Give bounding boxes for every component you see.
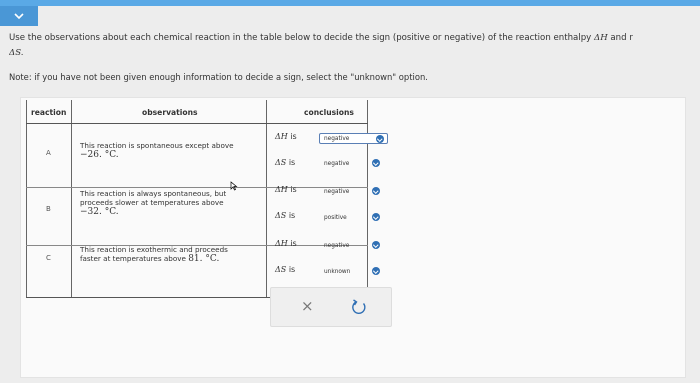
is-text: is — [288, 158, 296, 167]
delta-s-symbol: ΔS. — [9, 48, 24, 58]
dh-select-a[interactable] — [319, 133, 388, 144]
ds-select-c[interactable] — [320, 266, 383, 277]
reaction-letter: B — [46, 205, 51, 213]
observation-text — [80, 189, 226, 217]
table-row-line-1 — [26, 187, 368, 188]
ds-symbol: ΔS — [275, 158, 287, 167]
dh-select-b[interactable] — [320, 186, 383, 197]
is-text: is — [288, 265, 296, 274]
collapse-button[interactable] — [0, 6, 38, 26]
ds-label — [275, 211, 295, 220]
reaction-letter: C — [46, 254, 51, 262]
header-observations: observations — [142, 108, 198, 117]
mouse-cursor-icon — [230, 181, 238, 191]
is-text: is — [288, 211, 296, 220]
chevron-down-icon — [372, 241, 380, 249]
ds-select-a[interactable] — [320, 158, 383, 169]
dh-symbol: ΔH — [275, 239, 288, 248]
observation-line: This reaction is spontaneous except above — [80, 141, 234, 150]
dh-select-c[interactable] — [320, 240, 383, 251]
table-divider-1 — [71, 100, 72, 298]
select-value: negative — [324, 188, 350, 195]
table-header-line — [26, 123, 368, 124]
select-value: positive — [324, 214, 347, 221]
chevron-down-icon — [14, 13, 24, 20]
delta-h-symbol: ΔH — [593, 33, 608, 43]
observation-line: This reaction is exothermic and proceeds — [80, 245, 228, 254]
select-value: negative — [324, 135, 350, 142]
observation-text — [80, 245, 228, 264]
observation-line: faster at temperatures above — [80, 254, 189, 263]
temperature-value: −26. °C. — [80, 150, 119, 160]
chevron-down-icon — [372, 267, 380, 275]
ds-select-b[interactable] — [320, 212, 383, 223]
observation-line: proceeds slower at temperatures above — [80, 198, 224, 207]
header-reaction: reaction — [31, 108, 67, 117]
table-border-left — [26, 100, 27, 298]
ds-symbol: ΔS — [275, 265, 287, 274]
chevron-down-icon — [372, 213, 380, 221]
ds-label — [275, 158, 295, 167]
undo-icon[interactable] — [349, 297, 369, 317]
select-value: negative — [324, 242, 350, 249]
action-buttons — [270, 287, 392, 327]
select-value: unknown — [324, 268, 351, 275]
reaction-letter: A — [46, 149, 51, 157]
observation-line: This reaction is always spontaneous, but — [80, 189, 227, 198]
note-text: Note: if you have not been given enough information to decide a sign, select the "unknown" option. — [9, 72, 428, 82]
dh-label — [275, 185, 297, 194]
chevron-down-icon — [372, 187, 380, 195]
ds-symbol: ΔS — [275, 211, 287, 220]
chevron-down-icon — [376, 135, 384, 143]
instructions-text-cont: and r — [607, 33, 633, 43]
temperature-value: −32. °C. — [80, 207, 119, 217]
ds-label — [275, 265, 295, 274]
instructions-text: Use the observations about each chemical reaction in the table below to decide the sign (positive or negative) of the reaction enthalpy — [9, 33, 594, 43]
top-accent-bar — [0, 0, 700, 6]
is-text: is — [290, 185, 297, 194]
is-text: is — [290, 239, 297, 248]
observation-text — [80, 141, 234, 160]
chevron-down-icon — [372, 159, 380, 167]
select-value: negative — [324, 160, 350, 167]
clear-button[interactable]: × — [301, 297, 314, 315]
is-text: is — [290, 132, 297, 141]
instructions — [9, 31, 699, 61]
dh-label — [275, 239, 297, 248]
dh-symbol: ΔH — [275, 185, 288, 194]
dh-label — [275, 132, 297, 141]
dh-symbol: ΔH — [275, 132, 288, 141]
temperature-value: 81. °C. — [188, 254, 220, 264]
header-conclusions: conclusions — [304, 108, 354, 117]
table-divider-2 — [266, 100, 267, 298]
